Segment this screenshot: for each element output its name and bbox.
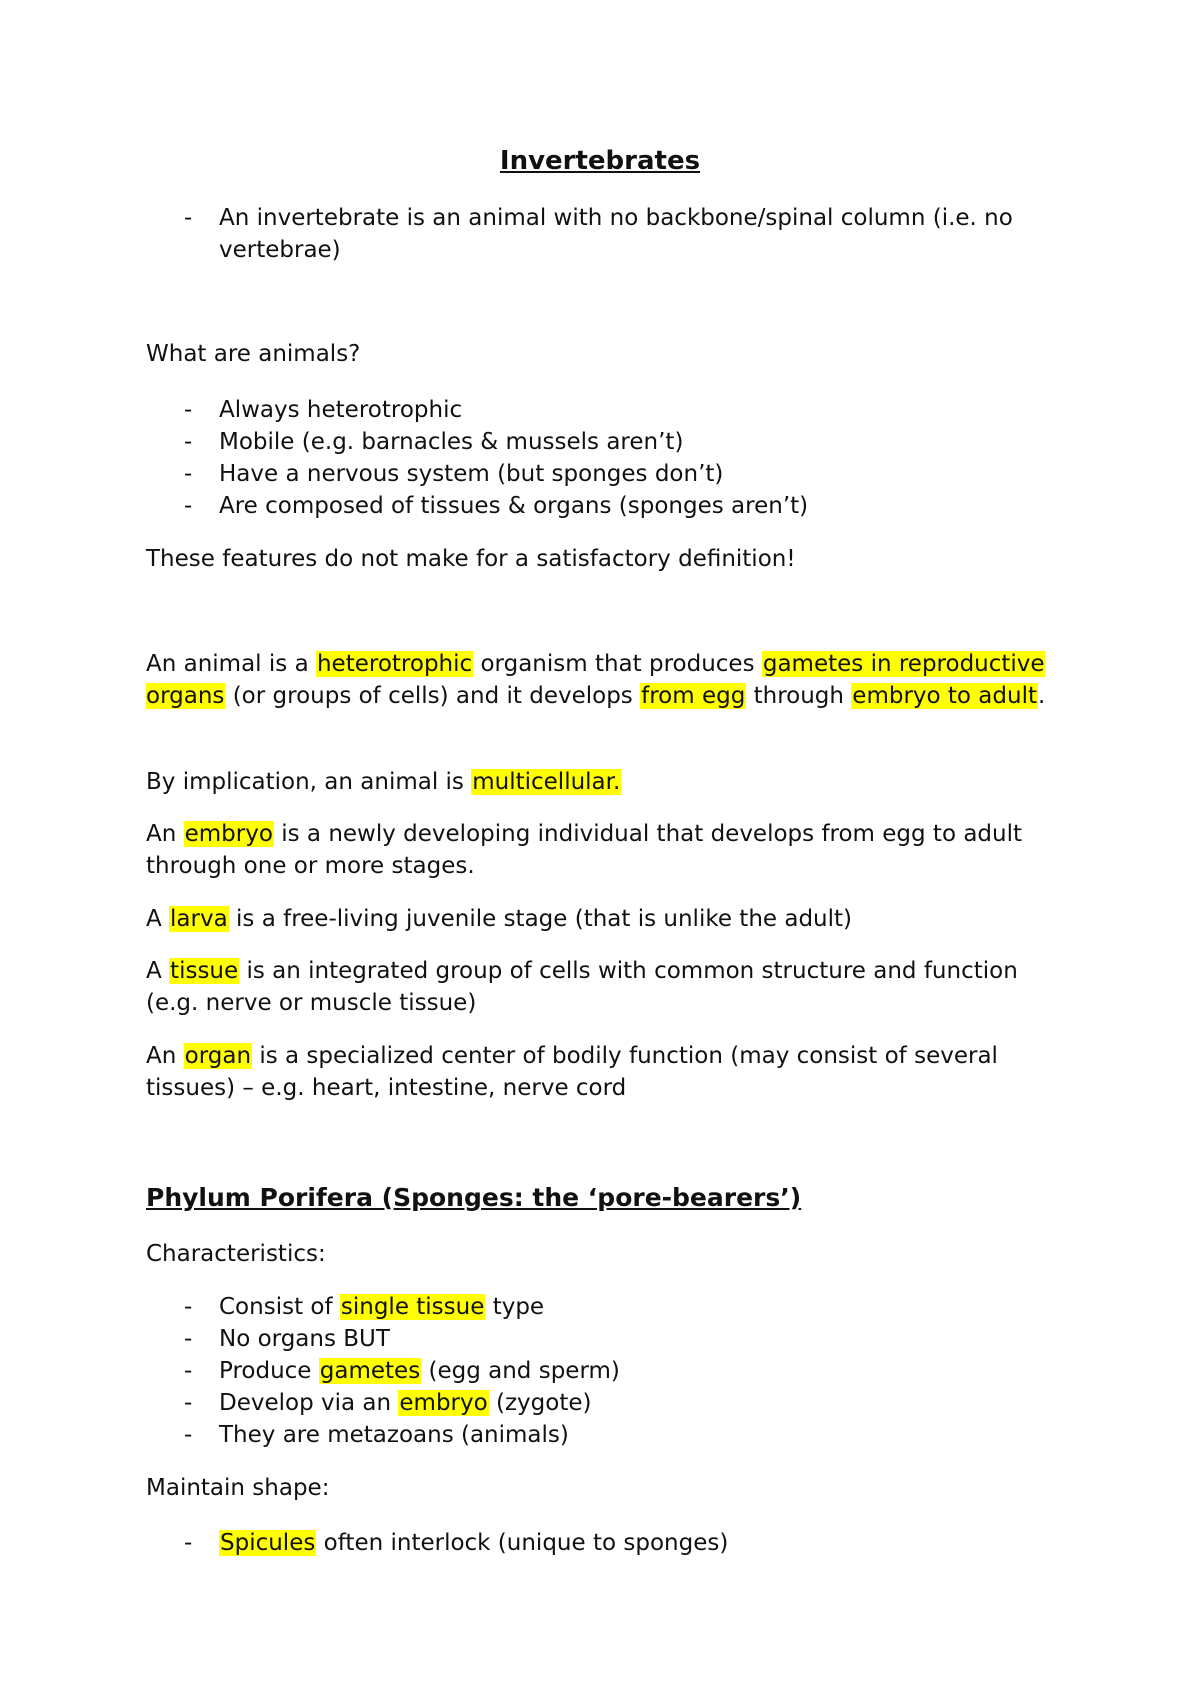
tissue-definition: A tissue is an integrated group of cells with common structure and function (e.g. nerve or muscle tissue) (146, 958, 1018, 1016)
highlight: embryo to adult (852, 683, 1037, 709)
section-heading: Phylum Porifera (Sponges: the ‘pore-bearers’) (146, 1183, 802, 1212)
larva-definition: A larva is a free-living juvenile stage (that is unlike the adult) (146, 906, 853, 932)
list-item: - Mobile (e.g. barnacles & mussels aren’t) (146, 426, 1076, 458)
list-item: - Are composed of tissues & organs (sponges aren’t) (146, 490, 1076, 522)
organ-definition: An organ is a specialized center of bodily function (may consist of several tissues) – e.g. heart, intestine, nerve cord (146, 1043, 998, 1101)
animal-features-list (146, 394, 1076, 522)
highlight: multicellular. (472, 769, 621, 795)
list-item: - They are metazoans (animals) (146, 1419, 1076, 1451)
implication-paragraph: By implication, an animal is multicellular. (146, 769, 621, 795)
list-item: - Consist of single tissue type (146, 1291, 1076, 1323)
question-text: What are animals? (146, 341, 361, 367)
intro-list (146, 202, 1076, 266)
highlight: embryo (184, 821, 273, 847)
highlight: embryo (399, 1390, 488, 1416)
highlight: gametes (319, 1358, 421, 1384)
list-item: - Have a nervous system (but sponges don’t) (146, 458, 1076, 490)
list-item: - Spicules often interlock (unique to sponges) (146, 1527, 1076, 1559)
highlight: tissue (170, 958, 239, 984)
list-item: - An invertebrate is an animal with no backbone/spinal column (i.e. no vertebrae) (146, 202, 1076, 266)
list-item: - Produce gametes (egg and sperm) (146, 1355, 1076, 1387)
features-note: These features do not make for a satisfactory definition! (146, 546, 796, 572)
shape-list (146, 1527, 1076, 1559)
highlight: organ (184, 1043, 252, 1069)
characteristics-label: Characteristics: (146, 1241, 326, 1267)
highlight: from egg (641, 683, 746, 709)
list-item: - Always heterotrophic (146, 394, 1076, 426)
highlight: single tissue (340, 1294, 485, 1320)
highlight: heterotrophic (316, 651, 473, 677)
list-item: - No organs BUT (146, 1323, 1076, 1355)
highlight: Spicules (220, 1530, 316, 1556)
animal-definition: An animal is a heterotrophic organism that produces gametes in reproductive organs (or groups of cells) and it develops from egg through embryo to adult. (146, 651, 1046, 709)
characteristics-list (146, 1291, 1076, 1451)
list-item: - Develop via an embryo (zygote) (146, 1387, 1076, 1419)
embryo-definition: An embryo is a newly developing individual that develops from egg to adult through one or more stages. (146, 821, 1023, 879)
shape-label: Maintain shape: (146, 1475, 330, 1501)
highlight: larva (170, 906, 228, 932)
document-title: Invertebrates (499, 146, 701, 176)
highlight: gametes in reproductive organs (146, 651, 1045, 709)
